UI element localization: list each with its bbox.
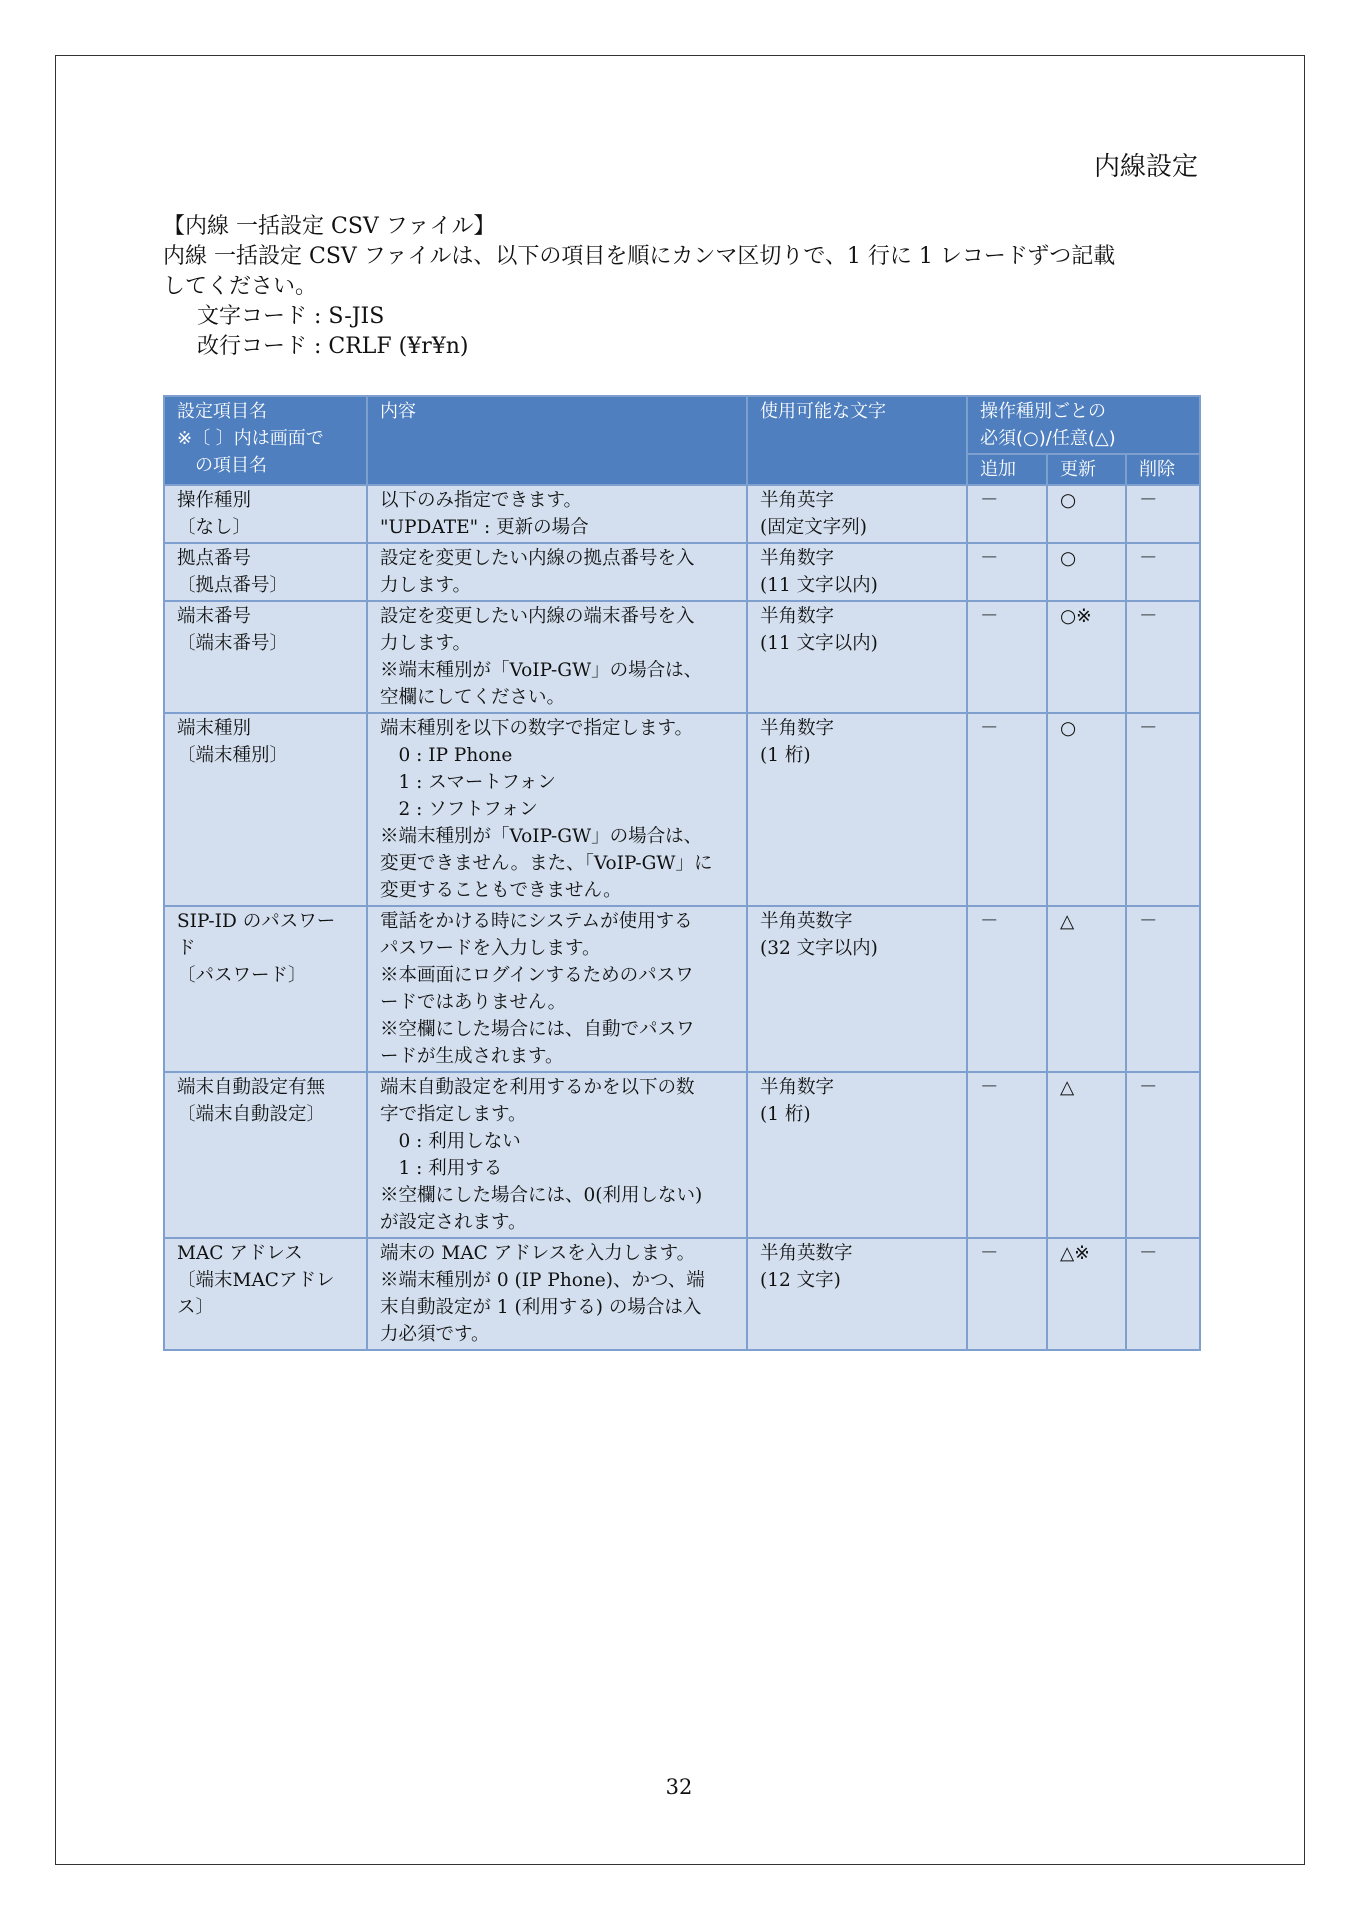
cell-update: ○※ — [1047, 601, 1126, 713]
table-row — [164, 1238, 1200, 1350]
cell-update: ○ — [1047, 485, 1126, 543]
cell-delete: － — [1126, 713, 1200, 906]
table-row — [164, 713, 1200, 906]
header-delete: 削除 — [1126, 454, 1200, 485]
cell-item-name-line: 〔パスワード〕 — [177, 965, 307, 986]
cell-chars-line: 半角英数字 — [760, 911, 853, 932]
cell-update: △ — [1047, 906, 1126, 1072]
cell-content-line: パスワードを入力します。 — [380, 938, 601, 959]
cell-update: △※ — [1047, 1238, 1126, 1350]
cell-content-line: 末自動設定が 1 (利用する) の場合は入 — [380, 1297, 702, 1318]
cell-content-line: ※端末種別が 0 (IP Phone)、かつ、端 — [380, 1270, 705, 1291]
cell-content-line: ※端末種別が「VoIP-GW」の場合は、 — [380, 660, 703, 681]
table-row — [164, 601, 1200, 713]
cell-add: － — [967, 1238, 1047, 1350]
cell-content — [367, 713, 747, 906]
cell-content-line: ※本画面にログインするためのパスワ — [380, 965, 694, 986]
cell-chars-line: 半角英字 — [760, 490, 835, 511]
cell-content-line: ※空欄にした場合には、0(利用しない) — [380, 1185, 703, 1206]
cell-content-line: ードが生成されます。 — [380, 1046, 564, 1067]
cell-content-line: 空欄にしてください。 — [380, 687, 566, 708]
header-add: 追加 — [967, 454, 1047, 485]
cell-item-name-line: 〔端末MACアドレ — [177, 1270, 335, 1291]
cell-item-name — [164, 713, 367, 906]
cell-chars-line: (32 文字以内) — [760, 938, 878, 959]
cell-chars-line: (11 文字以内) — [760, 575, 878, 596]
cell-delete: － — [1126, 906, 1200, 1072]
cell-add: － — [967, 713, 1047, 906]
cell-chars-line: 半角数字 — [760, 606, 835, 627]
cell-item-name-line: 端末番号 — [177, 606, 252, 627]
csv-spec-table — [163, 395, 1201, 1351]
cell-item-name-line: 端末種別 — [177, 718, 252, 739]
cell-chars-line: 半角数字 — [760, 1077, 835, 1098]
cell-update: ○ — [1047, 543, 1126, 601]
header-content: 内容 — [367, 396, 747, 485]
cell-content-line: 力します。 — [380, 575, 472, 596]
cell-content — [367, 485, 747, 543]
cell-content-line: 端末種別を以下の数字で指定します。 — [380, 718, 694, 739]
section-title: 内線設定 — [1093, 152, 1198, 182]
charset-line: 文字コード : S-JIS — [197, 304, 385, 329]
cell-content-line: ードではありません。 — [380, 992, 567, 1013]
cell-update: △ — [1047, 1072, 1126, 1238]
cell-chars-line: 半角数字 — [760, 548, 835, 569]
intro-line-2: してください。 — [163, 274, 318, 299]
cell-update: ○ — [1047, 713, 1126, 906]
table-row — [164, 543, 1200, 601]
cell-delete: － — [1126, 1238, 1200, 1350]
cell-content-line: 0 : IP Phone — [380, 745, 513, 766]
intro-heading: 【内線 一括設定 CSV ファイル】 — [163, 214, 496, 239]
cell-content-line: 1 : スマートフォン — [380, 772, 556, 793]
cell-item-name-line: SIP-ID のパスワー — [177, 911, 336, 932]
cell-content-line: 端末自動設定を利用するかを以下の数 — [380, 1077, 695, 1098]
cell-item-name-line: 端末自動設定有無 — [177, 1077, 326, 1098]
cell-item-name-line: 〔拠点番号〕 — [177, 575, 289, 596]
cell-item-name-line: 拠点番号 — [177, 548, 252, 569]
header-chars: 使用可能な文字 — [747, 396, 967, 485]
cell-content-line: 電話をかける時にシステムが使用する — [380, 911, 693, 932]
cell-content-line: 端末の MAC アドレスを入力します。 — [380, 1243, 696, 1264]
cell-chars — [747, 1238, 967, 1350]
cell-content — [367, 543, 747, 601]
cell-chars-line: (固定文字列) — [760, 517, 867, 538]
cell-content-line: 力必須です。 — [380, 1324, 490, 1345]
cell-chars — [747, 543, 967, 601]
cell-delete: － — [1126, 601, 1200, 713]
cell-content-line: 0 : 利用しない — [380, 1131, 521, 1152]
cell-chars-line: (1 桁) — [760, 745, 811, 766]
cell-item-name — [164, 485, 367, 543]
cell-content-line: 力します。 — [380, 633, 472, 654]
cell-item-name — [164, 543, 367, 601]
cell-chars — [747, 1072, 967, 1238]
cell-chars-line: 半角英数字 — [760, 1243, 853, 1264]
header-update: 更新 — [1047, 454, 1126, 485]
cell-item-name-line: MAC アドレス — [177, 1243, 303, 1264]
cell-delete: － — [1126, 485, 1200, 543]
intro-block — [163, 212, 1203, 362]
cell-chars-line: (11 文字以内) — [760, 633, 878, 654]
cell-content-line: が設定されます。 — [380, 1212, 527, 1233]
cell-content-line: 設定を変更したい内線の端末番号を入 — [380, 606, 695, 627]
cell-content-line: 以下のみ指定できます。 — [380, 490, 583, 511]
cell-add: － — [967, 906, 1047, 1072]
table-row — [164, 485, 1200, 543]
newline-line: 改行コード : CRLF (¥r¥n) — [197, 334, 469, 359]
header-ops-group: 操作種別ごとの 必須(○)/任意(△) — [967, 396, 1200, 454]
cell-item-name — [164, 1072, 367, 1238]
cell-chars — [747, 485, 967, 543]
cell-content-line: ※空欄にした場合には、自動でパスワ — [380, 1019, 695, 1040]
cell-item-name — [164, 1238, 367, 1350]
cell-item-name-line: 〔端末番号〕 — [177, 633, 289, 654]
cell-add: － — [967, 485, 1047, 543]
cell-item-name — [164, 906, 367, 1072]
cell-item-name-line: 〔端末自動設定〕 — [177, 1104, 326, 1125]
cell-item-name-line: 操作種別 — [177, 490, 252, 511]
cell-item-name-line: ス〕 — [177, 1297, 215, 1318]
cell-content — [367, 1238, 747, 1350]
cell-item-name-line: 〔端末種別〕 — [177, 745, 289, 766]
cell-add: － — [967, 543, 1047, 601]
cell-content — [367, 601, 747, 713]
cell-add: － — [967, 601, 1047, 713]
cell-content-line: 設定を変更したい内線の拠点番号を入 — [380, 548, 695, 569]
cell-content — [367, 1072, 747, 1238]
cell-chars-line: (1 桁) — [760, 1104, 811, 1125]
table-row — [164, 1072, 1200, 1238]
cell-chars — [747, 601, 967, 713]
cell-add: － — [967, 1072, 1047, 1238]
cell-item-name-line: ド — [177, 938, 196, 959]
cell-content-line: 字で指定します。 — [380, 1104, 527, 1125]
cell-item-name — [164, 601, 367, 713]
cell-chars — [747, 906, 967, 1072]
cell-delete: － — [1126, 543, 1200, 601]
table-body — [164, 485, 1200, 1350]
cell-content-line: ※端末種別が「VoIP-GW」の場合は、 — [380, 826, 703, 847]
cell-content-line: 1 : 利用する — [380, 1158, 503, 1179]
cell-delete: － — [1126, 1072, 1200, 1238]
cell-content — [367, 906, 747, 1072]
intro-line-1: 内線 一括設定 CSV ファイルは、以下の項目を順にカンマ区切りで、1 行に 1 レコードずつ記載 — [163, 244, 1116, 269]
cell-content-line: 2 : ソフトフォン — [380, 799, 538, 820]
cell-content-line: "UPDATE" : 更新の場合 — [380, 517, 589, 538]
cell-item-name-line: 〔なし〕 — [177, 517, 252, 538]
cell-chars-line: 半角数字 — [760, 718, 835, 739]
cell-chars-line: (12 文字) — [760, 1270, 841, 1291]
table-row — [164, 906, 1200, 1072]
header-item-name: 設定項目名 ※〔 〕内は画面で の項目名 — [164, 396, 367, 485]
cell-chars — [747, 713, 967, 906]
cell-content-line: 変更することもできません。 — [380, 880, 622, 901]
cell-content-line: 変更できません。また、「VoIP-GW」に — [380, 853, 713, 874]
page-number: 32 — [665, 1775, 693, 1799]
